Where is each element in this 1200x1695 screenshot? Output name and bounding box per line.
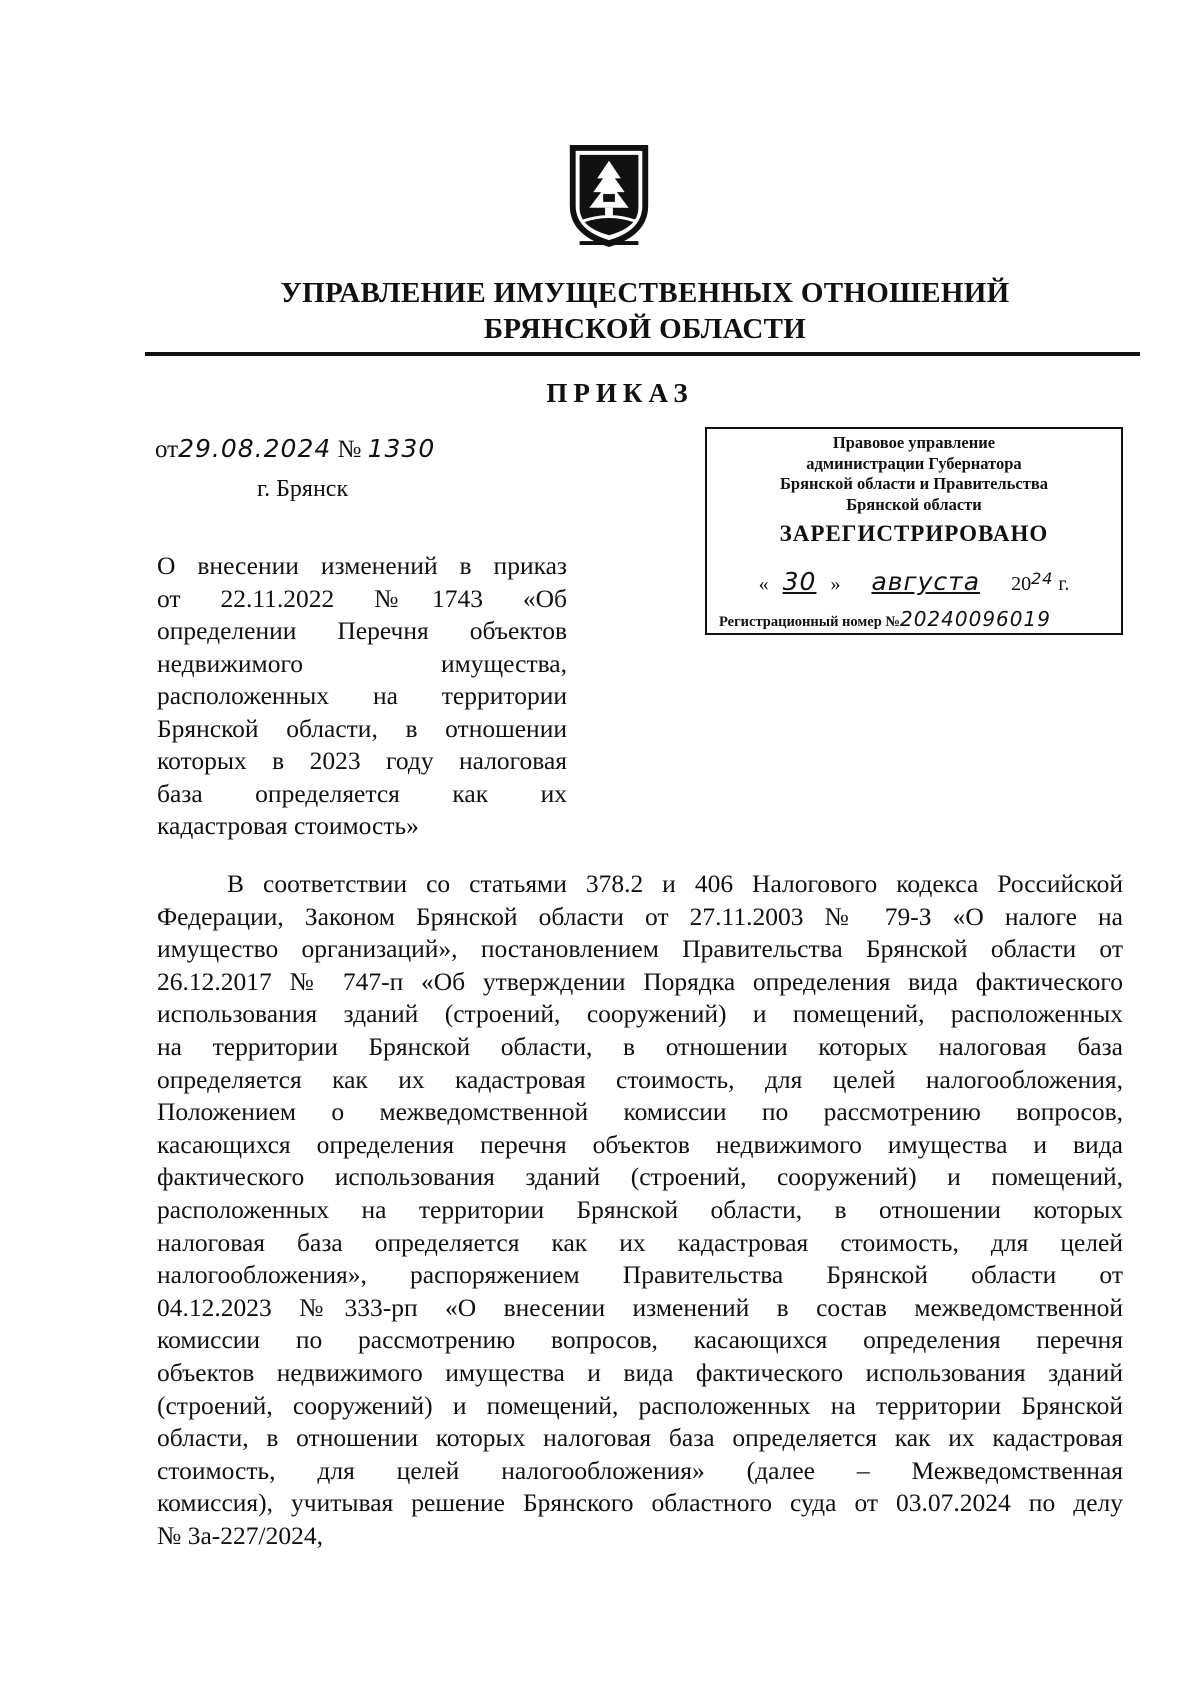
- stamp-reg-label: Регистрационный номер №: [719, 614, 900, 630]
- order-body: [157, 868, 1123, 1552]
- stamp-line-1: Правовое управление: [832, 433, 996, 452]
- body-line: на территории Брянской области, в отношении которых налоговая база: [157, 1031, 1123, 1061]
- body-line: № 3а-227/2024,: [157, 1520, 323, 1550]
- date-prefix: от: [155, 436, 179, 463]
- body-line: использования зданий (строений, сооружений) и помещений, расположенных: [157, 999, 1123, 1029]
- body-line: стоимость, для целей налогообложения» (далее – Межведомственная: [157, 1455, 1123, 1485]
- header-divider: [145, 352, 1140, 356]
- subject-line: Брянской области, в отношении: [157, 713, 567, 743]
- stamp-year-unit: г.: [1058, 573, 1070, 595]
- body-line: 04.12.2023 №333-рп «О внесении изменений в состав межведомственной: [157, 1292, 1123, 1322]
- order-subject: [157, 550, 567, 843]
- body-line: определяется как их кадастровая стоимость, для целей налогообложения,: [157, 1064, 1123, 1094]
- body-line: расположенных на территории Брянской области, в отношении которых: [157, 1194, 1123, 1224]
- stamp-line-3: Брянской области и Правительства: [780, 474, 1048, 493]
- subject-line: недвижимого имущества,: [157, 648, 567, 678]
- registration-stamp: [705, 427, 1123, 635]
- body-line: области, в отношении которых налоговая база определяется как их кадастровая: [157, 1423, 1123, 1453]
- body-line: 26.12.2017 № 747-п «Об утверждении Порядка определения вида фактического: [157, 966, 1123, 996]
- document-type-title: ПРИКАЗ: [546, 378, 694, 408]
- body-line: (строений, сооружений) и помещений, расположенных на территории Брянской: [157, 1390, 1123, 1420]
- org-name-line-1: УПРАВЛЕНИЕ ИМУЩЕСТВЕННЫХ ОТНОШЕНИЙ: [280, 277, 1010, 309]
- body-line: касающихся определения перечня объектов недвижимого имущества и вида: [157, 1129, 1123, 1159]
- order-date: 29.08.2024: [178, 434, 332, 463]
- stamp-line-4: Брянской области: [846, 494, 982, 514]
- body-line: объектов недвижимого имущества и вида фактического использования зданий: [157, 1357, 1123, 1387]
- body-line: комиссия), учитывая решение Брянского областного суда от 03.07.2024 по делу: [157, 1488, 1123, 1518]
- subject-line: определении Перечня объектов: [157, 616, 567, 645]
- subject-line: которых в 2023 году налоговая: [157, 746, 567, 775]
- body-line: фактического использования зданий (строений, сооружений) и помещений,: [157, 1162, 1123, 1192]
- body-line: Федерации, Законом Брянской области от 27.11.2003 № 79-З «О налоге на: [157, 901, 1123, 931]
- body-line: В соответствии со статьями 378.2 и 406 Налогового кодекса Российской: [227, 869, 1123, 898]
- subject-line: база определяется как их: [157, 778, 567, 808]
- number-sign: №: [337, 436, 362, 463]
- organization-name: [150, 275, 1140, 347]
- body-line: имущество организаций», постановлением Правительства Брянской области от: [157, 934, 1123, 964]
- coat-of-arms-emblem: [560, 137, 658, 255]
- body-line: налогообложения», распоряжением Правительства Брянской области от: [157, 1260, 1123, 1290]
- stamp-day: 30: [782, 567, 817, 596]
- stamp-title: ЗАРЕГИСТРИРОВАНО: [779, 521, 1049, 546]
- body-line: комиссии по рассмотрению вопросов, касающихся определения перечня: [157, 1325, 1123, 1355]
- stamp-year-suffix: 24: [1031, 569, 1054, 588]
- subject-line: О внесении изменений в приказ: [157, 551, 567, 580]
- stamp-year-prefix: 20: [1011, 573, 1032, 595]
- stamp-registration: [719, 607, 1051, 631]
- body-line: налоговая база определяется как их кадастровая стоимость, для целей: [157, 1227, 1123, 1257]
- stamp-month: августа: [871, 567, 981, 596]
- org-name-line-2: БРЯНСКОЙ ОБЛАСТИ: [483, 313, 807, 345]
- order-number: 1330: [367, 434, 436, 463]
- subject-line: расположенных на территории: [157, 681, 567, 710]
- order-date-number: [155, 434, 435, 464]
- city: г. Брянск: [257, 476, 349, 502]
- stamp-reg-number: 20240096019: [899, 607, 1051, 631]
- stamp-line-2: администрации Губернатора: [806, 453, 1022, 473]
- body-line: Положением о межведомственной комиссии по рассмотрению вопросов,: [157, 1097, 1123, 1127]
- subject-line: от 22.11.2022 №1743 «Об: [157, 583, 567, 613]
- stamp-date: « 30 » августа $20^{24}$ г.: [758, 567, 1070, 596]
- subject-line: кадастровая стоимость»: [157, 811, 419, 840]
